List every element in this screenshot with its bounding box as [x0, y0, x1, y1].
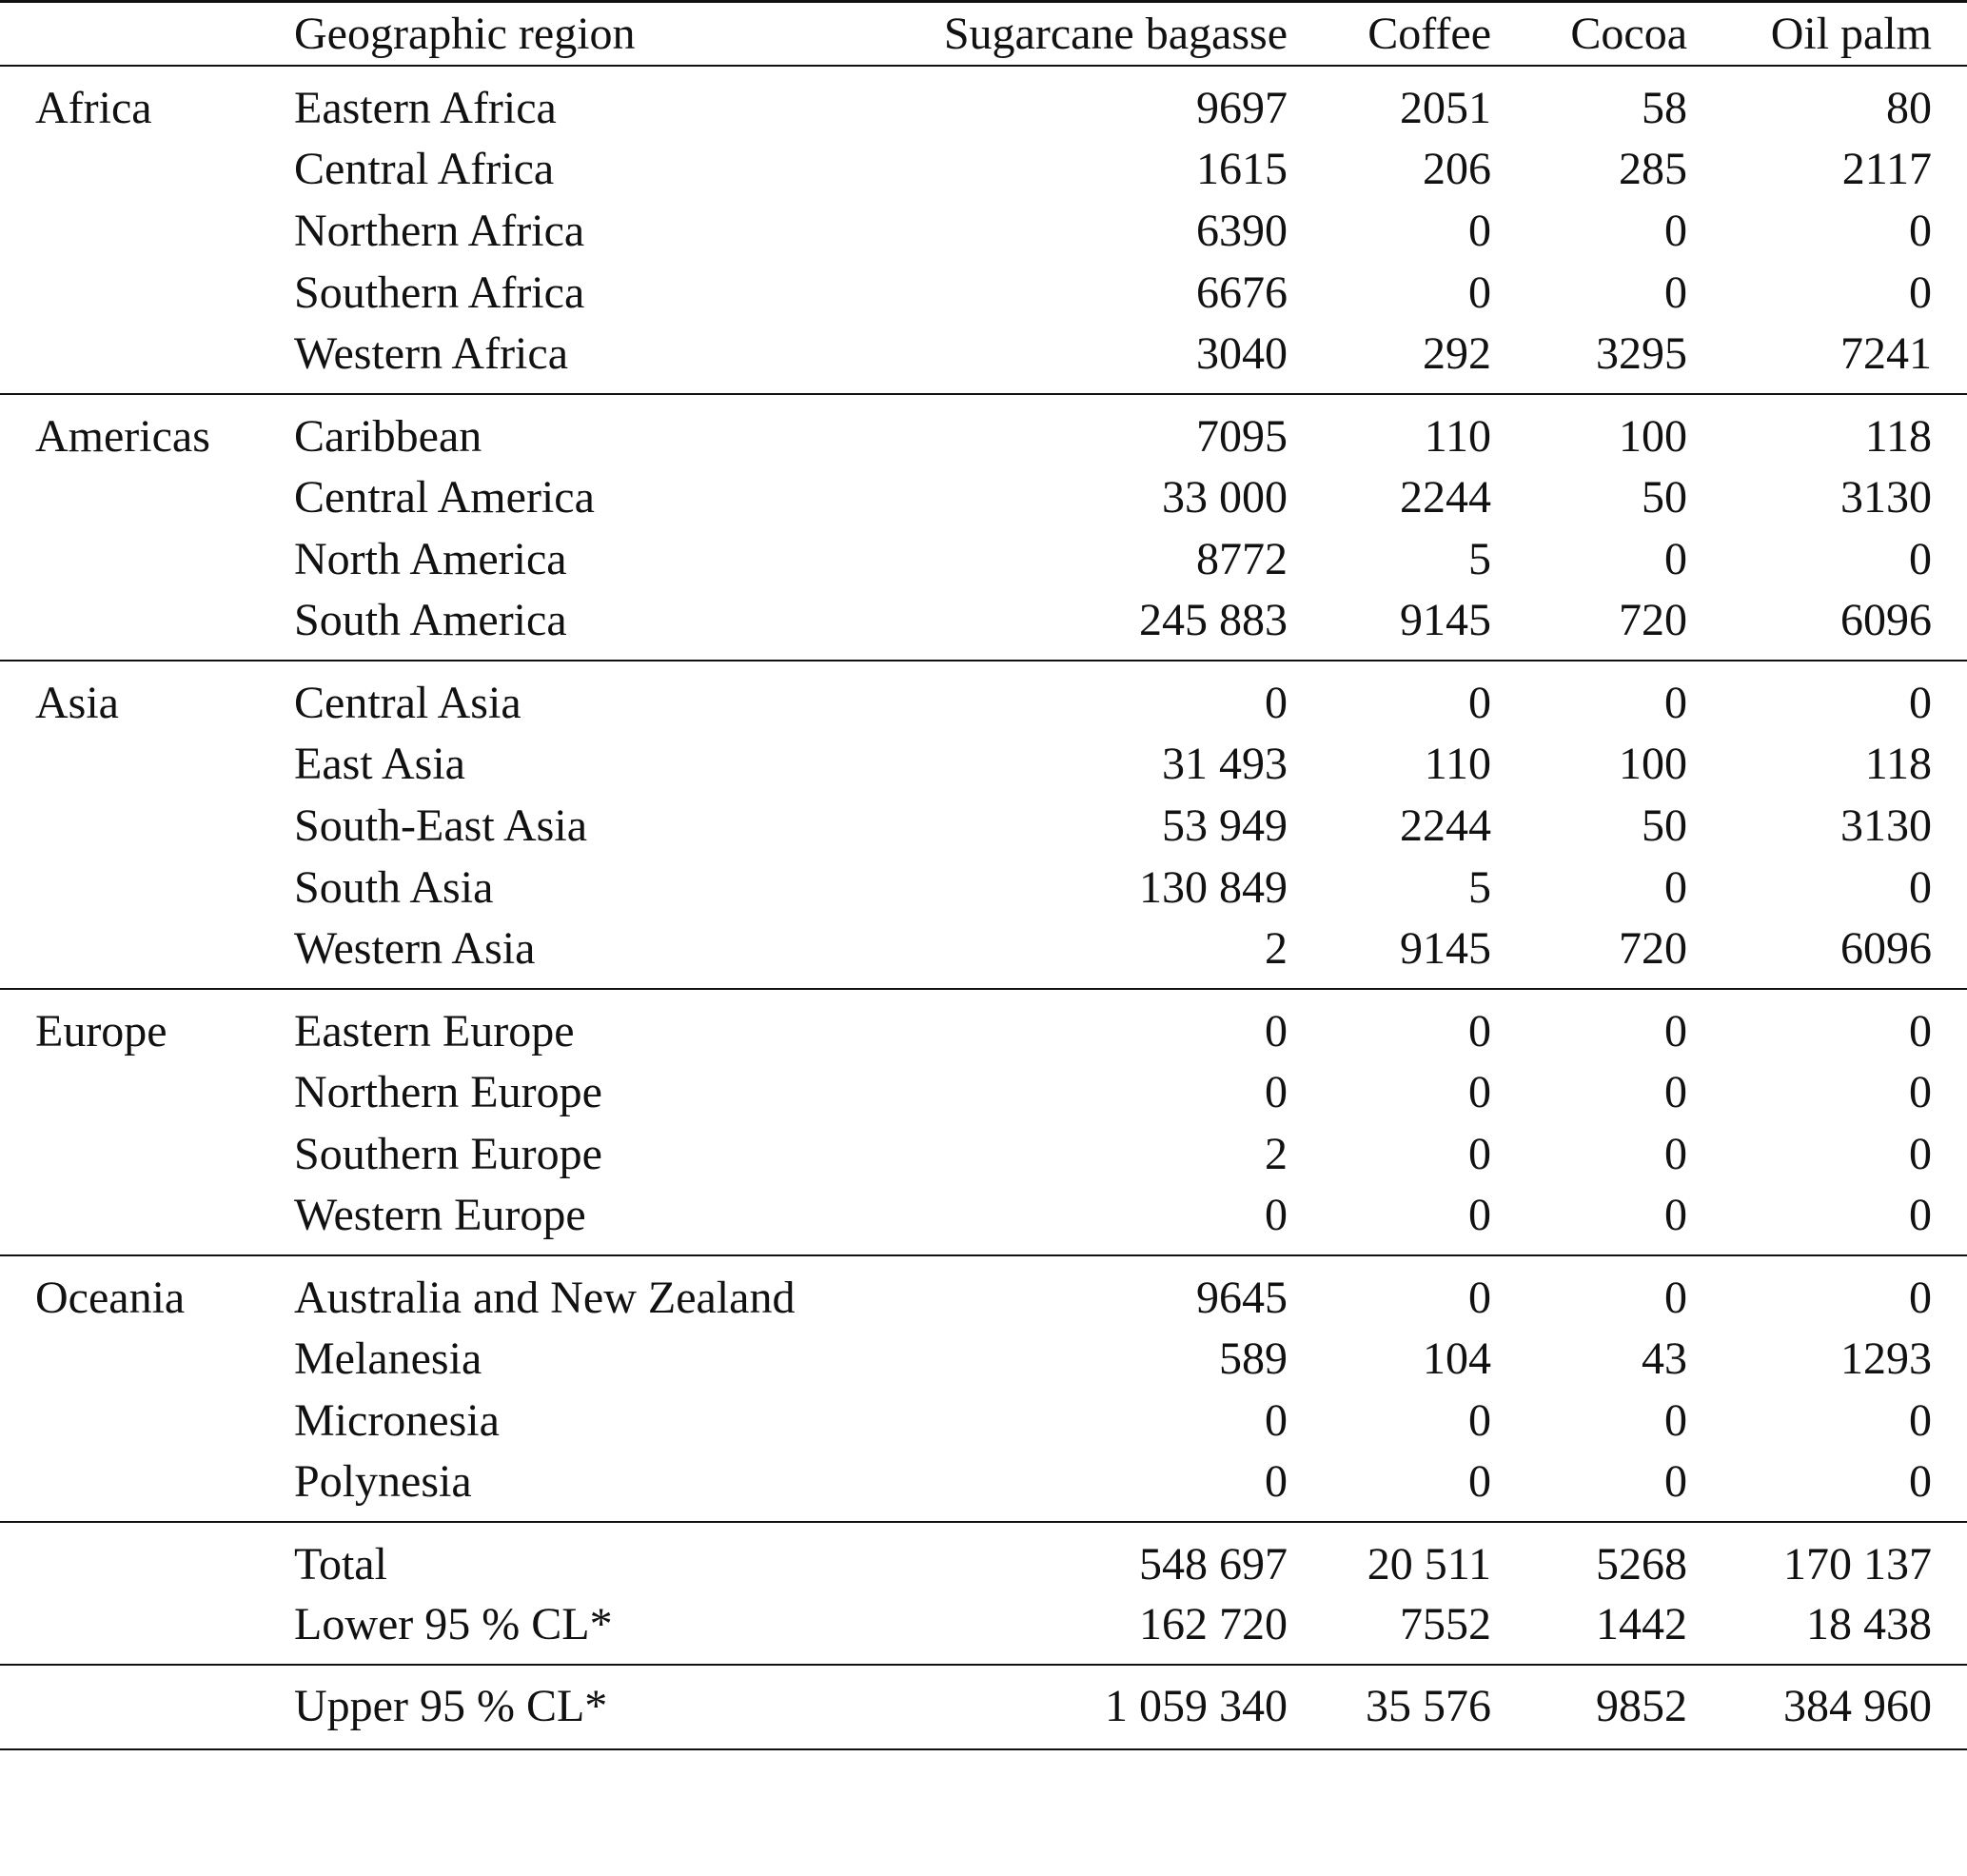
- table-header: [0, 2, 1967, 67]
- cell-cocoa: 0: [1664, 533, 1687, 584]
- cell-coffee: 0: [1468, 677, 1491, 728]
- cell-sugarcane: 9645: [1196, 1272, 1288, 1323]
- cell-sugarcane: 8772: [1196, 533, 1288, 584]
- table-row: [0, 138, 1967, 200]
- cell-coffee: 0: [1468, 1128, 1491, 1179]
- region-label: South Asia: [294, 861, 494, 913]
- cell-oil-palm: 0: [1909, 861, 1932, 913]
- header-cocoa: Cocoa: [1491, 2, 1687, 67]
- cell-sugarcane: 2: [801, 918, 1288, 989]
- region-label: Northern Africa: [294, 205, 585, 256]
- table-row: [0, 661, 1967, 733]
- cell-cocoa: 58: [1642, 82, 1687, 133]
- region-label: North America: [294, 533, 567, 584]
- cell-coffee: 35 576: [1288, 1665, 1491, 1749]
- region-label: South-East Asia: [294, 800, 587, 851]
- cell-coffee: 110: [1424, 738, 1491, 789]
- cell-cocoa: 100: [1619, 410, 1687, 462]
- table-row: [0, 1255, 1967, 1328]
- cell-oil-palm: 3130: [1840, 800, 1932, 851]
- continent-label: [0, 1061, 292, 1123]
- region-label: Polynesia: [292, 1451, 801, 1522]
- table-row: [0, 200, 1967, 262]
- cell-oil-palm: 170 137: [1783, 1538, 1932, 1590]
- table-row: [0, 394, 1967, 466]
- continent-label: [0, 918, 292, 989]
- cell-sugarcane: 53 949: [1162, 800, 1288, 851]
- cell-sugarcane: 2: [1265, 1128, 1288, 1179]
- table-row: [0, 66, 1967, 138]
- cell-sugarcane: 33 000: [1162, 471, 1288, 523]
- continent-label: Oceania: [35, 1272, 186, 1323]
- cell-cocoa: 0: [1491, 1451, 1687, 1522]
- cell-cocoa: 0: [1664, 1128, 1687, 1179]
- cell-coffee: 2244: [1400, 471, 1491, 523]
- continent-label: [0, 1185, 292, 1255]
- cell-oil-palm: 0: [1909, 267, 1932, 318]
- cell-cocoa: 1442: [1491, 1594, 1687, 1665]
- cell-oil-palm: 0: [1909, 677, 1932, 728]
- region-label: East Asia: [294, 738, 465, 789]
- region-label: Caribbean: [294, 410, 482, 462]
- cell-coffee: 2244: [1400, 800, 1491, 851]
- region-label: Southern Africa: [294, 267, 585, 318]
- cell-cocoa: 720: [1491, 918, 1687, 989]
- cell-oil-palm: 0: [1909, 533, 1932, 584]
- header-oil-palm: Oil palm: [1687, 2, 1967, 67]
- continent-label: Americas: [35, 410, 210, 462]
- cell-sugarcane: 589: [1219, 1333, 1288, 1384]
- cell-coffee: 0: [1468, 267, 1491, 318]
- table-row: [0, 795, 1967, 857]
- header-row: [0, 2, 1967, 67]
- region-label: Western Africa: [292, 324, 801, 394]
- cell-coffee: 292: [1288, 324, 1491, 394]
- continent-label: [0, 795, 292, 857]
- cell-coffee: 0: [1288, 1451, 1491, 1522]
- table-row: [0, 590, 1967, 661]
- cell-oil-palm: 0: [1909, 1005, 1932, 1056]
- cell-cocoa: 0: [1664, 1272, 1687, 1323]
- table-row: [0, 1451, 1967, 1522]
- cell-oil-palm: 0: [1909, 1128, 1932, 1179]
- cell-cocoa: 0: [1664, 677, 1687, 728]
- continent-label: Europe: [35, 1005, 167, 1056]
- cell-oil-palm: 384 960: [1687, 1665, 1967, 1749]
- cell-coffee: 0: [1468, 1066, 1491, 1117]
- cell-oil-palm: 0: [1909, 205, 1932, 256]
- cell-sugarcane: 548 697: [1139, 1538, 1288, 1590]
- continent-label: [0, 200, 292, 262]
- region-label: Eastern Africa: [294, 82, 557, 133]
- header-continent: [0, 2, 292, 67]
- cell-oil-palm: 118: [1864, 738, 1932, 789]
- cell-sugarcane: 1 059 340: [801, 1665, 1288, 1749]
- continent-label: [0, 857, 292, 918]
- cell-sugarcane: 0: [1265, 677, 1288, 728]
- region-label: Melanesia: [294, 1333, 482, 1384]
- table-row: [0, 1390, 1967, 1451]
- header-region: Geographic region: [292, 2, 801, 67]
- continent-label: Asia: [35, 677, 119, 728]
- continent-label: [0, 1123, 292, 1185]
- region-label: Western Asia: [292, 918, 801, 989]
- table-row: [0, 466, 1967, 528]
- cell-cocoa: 3295: [1491, 324, 1687, 394]
- continent-label: [0, 262, 292, 324]
- cell-sugarcane: 0: [801, 1451, 1288, 1522]
- region-label: Central Africa: [294, 143, 555, 194]
- cell-sugarcane: 0: [1265, 1066, 1288, 1117]
- table-row: [0, 1594, 1967, 1665]
- table-row: [0, 262, 1967, 324]
- cell-cocoa: 0: [1664, 205, 1687, 256]
- cell-oil-palm: 7241: [1687, 324, 1967, 394]
- cell-coffee: 0: [1468, 1272, 1491, 1323]
- continent-label: [0, 1665, 292, 1749]
- cell-coffee: 0: [1288, 1185, 1491, 1255]
- cell-oil-palm: 80: [1886, 82, 1932, 133]
- cell-coffee: 20 511: [1367, 1538, 1491, 1590]
- cell-oil-palm: 0: [1687, 1185, 1967, 1255]
- cell-oil-palm: 118: [1864, 410, 1932, 462]
- cell-cocoa: 9852: [1491, 1665, 1687, 1749]
- region-label: Western Europe: [292, 1185, 801, 1255]
- cell-cocoa: 0: [1664, 1066, 1687, 1117]
- continent-label: [0, 733, 292, 795]
- cell-sugarcane: 130 849: [1139, 861, 1288, 913]
- cell-cocoa: 0: [1664, 267, 1687, 318]
- continent-label: Africa: [35, 82, 152, 133]
- cell-sugarcane: 245 883: [801, 590, 1288, 661]
- cell-sugarcane: 6390: [1196, 205, 1288, 256]
- cell-sugarcane: 31 493: [1162, 738, 1288, 789]
- header-sugarcane: Sugarcane bagasse: [801, 2, 1288, 67]
- table-row: [0, 857, 1967, 918]
- cell-oil-palm: 0: [1909, 1394, 1932, 1446]
- continent-label: [0, 1390, 292, 1451]
- cell-sugarcane: 0: [801, 1185, 1288, 1255]
- table-row: [0, 324, 1967, 394]
- cell-cocoa: 0: [1664, 861, 1687, 913]
- cell-cocoa: 0: [1664, 1005, 1687, 1056]
- region-label: Lower 95 % CL*: [292, 1594, 801, 1665]
- cell-coffee: 7552: [1288, 1594, 1491, 1665]
- region-label: Eastern Europe: [294, 1005, 575, 1056]
- cell-cocoa: 50: [1642, 471, 1687, 523]
- region-label: Southern Europe: [294, 1128, 602, 1179]
- region-label: Australia and New Zealand: [294, 1272, 796, 1323]
- cell-oil-palm: 2117: [1841, 143, 1932, 194]
- region-label: Micronesia: [294, 1394, 500, 1446]
- cell-coffee: 0: [1468, 205, 1491, 256]
- cell-coffee: 206: [1423, 143, 1491, 194]
- table-row: [0, 733, 1967, 795]
- continent-label: [0, 528, 292, 590]
- cell-sugarcane: 0: [1265, 1394, 1288, 1446]
- table-row: [0, 1061, 1967, 1123]
- continent-label: [0, 1451, 292, 1522]
- cell-oil-palm: 18 438: [1687, 1594, 1967, 1665]
- continent-label: [0, 324, 292, 394]
- region-label: Central America: [294, 471, 595, 523]
- region-label: Central Asia: [294, 677, 521, 728]
- cell-cocoa: 0: [1491, 1185, 1687, 1255]
- cell-oil-palm: 6096: [1687, 918, 1967, 989]
- cell-sugarcane: 1615: [1196, 143, 1288, 194]
- cell-cocoa: 43: [1642, 1333, 1687, 1384]
- cell-coffee: 110: [1424, 410, 1491, 462]
- table-row: [0, 989, 1967, 1061]
- region-label: Northern Europe: [294, 1066, 602, 1117]
- cell-cocoa: 0: [1664, 1394, 1687, 1446]
- header-coffee: Coffee: [1288, 2, 1491, 67]
- continent-label: [0, 1522, 292, 1594]
- table-body: [0, 66, 1967, 1749]
- table-row: [0, 1665, 1967, 1749]
- cell-sugarcane: 7095: [1196, 410, 1288, 462]
- cell-sugarcane: 3040: [801, 324, 1288, 394]
- cell-sugarcane: 162 720: [801, 1594, 1288, 1665]
- cell-coffee: 0: [1468, 1005, 1491, 1056]
- region-label: South America: [292, 590, 801, 661]
- region-label: Total: [294, 1538, 387, 1590]
- cell-sugarcane: 0: [1265, 1005, 1288, 1056]
- table-row: [0, 918, 1967, 989]
- table-row: [0, 1185, 1967, 1255]
- cell-oil-palm: 6096: [1687, 590, 1967, 661]
- region-label: Upper 95 % CL*: [292, 1665, 801, 1749]
- table-row: [0, 1522, 1967, 1594]
- continent-label: [0, 138, 292, 200]
- cell-sugarcane: 9697: [1196, 82, 1288, 133]
- continent-label: [0, 1594, 292, 1665]
- cell-coffee: 2051: [1400, 82, 1491, 133]
- cell-coffee: 9145: [1288, 918, 1491, 989]
- cell-oil-palm: 3130: [1840, 471, 1932, 523]
- cell-coffee: 0: [1468, 1394, 1491, 1446]
- cell-sugarcane: 6676: [1196, 267, 1288, 318]
- continent-label: [0, 1328, 292, 1390]
- cell-coffee: 104: [1423, 1333, 1491, 1384]
- cell-cocoa: 720: [1491, 590, 1687, 661]
- cell-oil-palm: 1293: [1840, 1333, 1932, 1384]
- table-row: [0, 1123, 1967, 1185]
- cell-cocoa: 5268: [1596, 1538, 1687, 1590]
- cell-coffee: 5: [1468, 533, 1491, 584]
- cell-oil-palm: 0: [1687, 1451, 1967, 1522]
- table-row: [0, 1328, 1967, 1390]
- continent-label: [0, 466, 292, 528]
- cell-cocoa: 100: [1619, 738, 1687, 789]
- continent-label: [0, 590, 292, 661]
- cell-oil-palm: 0: [1909, 1066, 1932, 1117]
- cell-cocoa: 50: [1642, 800, 1687, 851]
- cell-coffee: 9145: [1288, 590, 1491, 661]
- cell-coffee: 5: [1468, 861, 1491, 913]
- cell-oil-palm: 0: [1909, 1272, 1932, 1323]
- table-row: [0, 528, 1967, 590]
- cell-cocoa: 285: [1619, 143, 1687, 194]
